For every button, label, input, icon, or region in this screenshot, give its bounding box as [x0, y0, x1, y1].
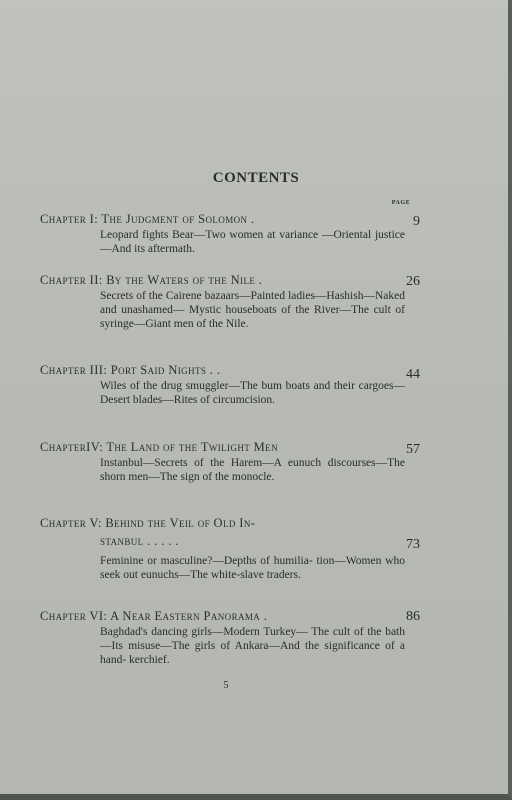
- page-number: 26: [406, 274, 420, 289]
- chapter-summary: Instanbul—Secrets of the Harem—A eunuch discourses—The shorn men—The sign of the monocle.: [100, 457, 405, 483]
- chapter-summary: Wiles of the drug smuggler—The bum boats and their cargoes—Desert blades—Rites of circumcision.: [100, 380, 405, 406]
- chapter-title: ChapterIV: The Land of the Twilight Men: [40, 440, 278, 454]
- page-number: 44: [406, 367, 420, 382]
- toc-entry-chapter-1[interactable]: [40, 210, 420, 256]
- page-number: 57: [406, 442, 420, 457]
- chapter-title: Chapter III: Port Said Nights . .: [40, 363, 221, 377]
- chapter-title-continued: stanbul . . . . .: [100, 534, 179, 548]
- toc-entry-chapter-2[interactable]: [40, 271, 420, 331]
- chapter-title: Chapter V: Behind the Veil of Old In-: [40, 516, 256, 530]
- chapter-title: Chapter II: By the Waters of the Nile .: [40, 273, 263, 287]
- toc-entry-chapter-5[interactable]: [40, 514, 420, 582]
- chapter-summary: Leopard fights Bear—Two women at variance —Oriental justice—And its aftermath.: [100, 229, 405, 255]
- chapter-title: Chapter VI: A Near Eastern Panorama .: [40, 609, 268, 623]
- page-number: 73: [406, 537, 420, 552]
- contents-heading: CONTENTS: [212, 170, 300, 186]
- chapter-title: Chapter I: The Judgment of Solomon .: [40, 212, 255, 226]
- folio-page-number: 5: [223, 680, 229, 691]
- toc-entry-chapter-3[interactable]: [40, 361, 420, 407]
- chapter-summary: Baghdad's dancing girls—Modern Turkey— The cult of the bath—Its misuse—The girls of Ankara—And the significance of a hand- kerchief.: [100, 626, 405, 666]
- page-number: 86: [406, 609, 420, 624]
- chapter-summary: Secrets of the Cairene bazaars—Painted ladies—Hashish—Naked and unashamed— Mystic houseboats of the River—The cult of syringe—Giant men of the Nile.: [100, 290, 405, 330]
- toc-entry-chapter-6[interactable]: [40, 607, 420, 667]
- page-column-label: PAGE: [391, 200, 411, 206]
- chapter-summary: Feminine or masculine?—Depths of humilia- tion—Women who seek out eunuchs—The white-slave traders.: [100, 555, 405, 581]
- toc-entry-chapter-4[interactable]: [40, 438, 420, 484]
- page-number: 9: [413, 214, 420, 229]
